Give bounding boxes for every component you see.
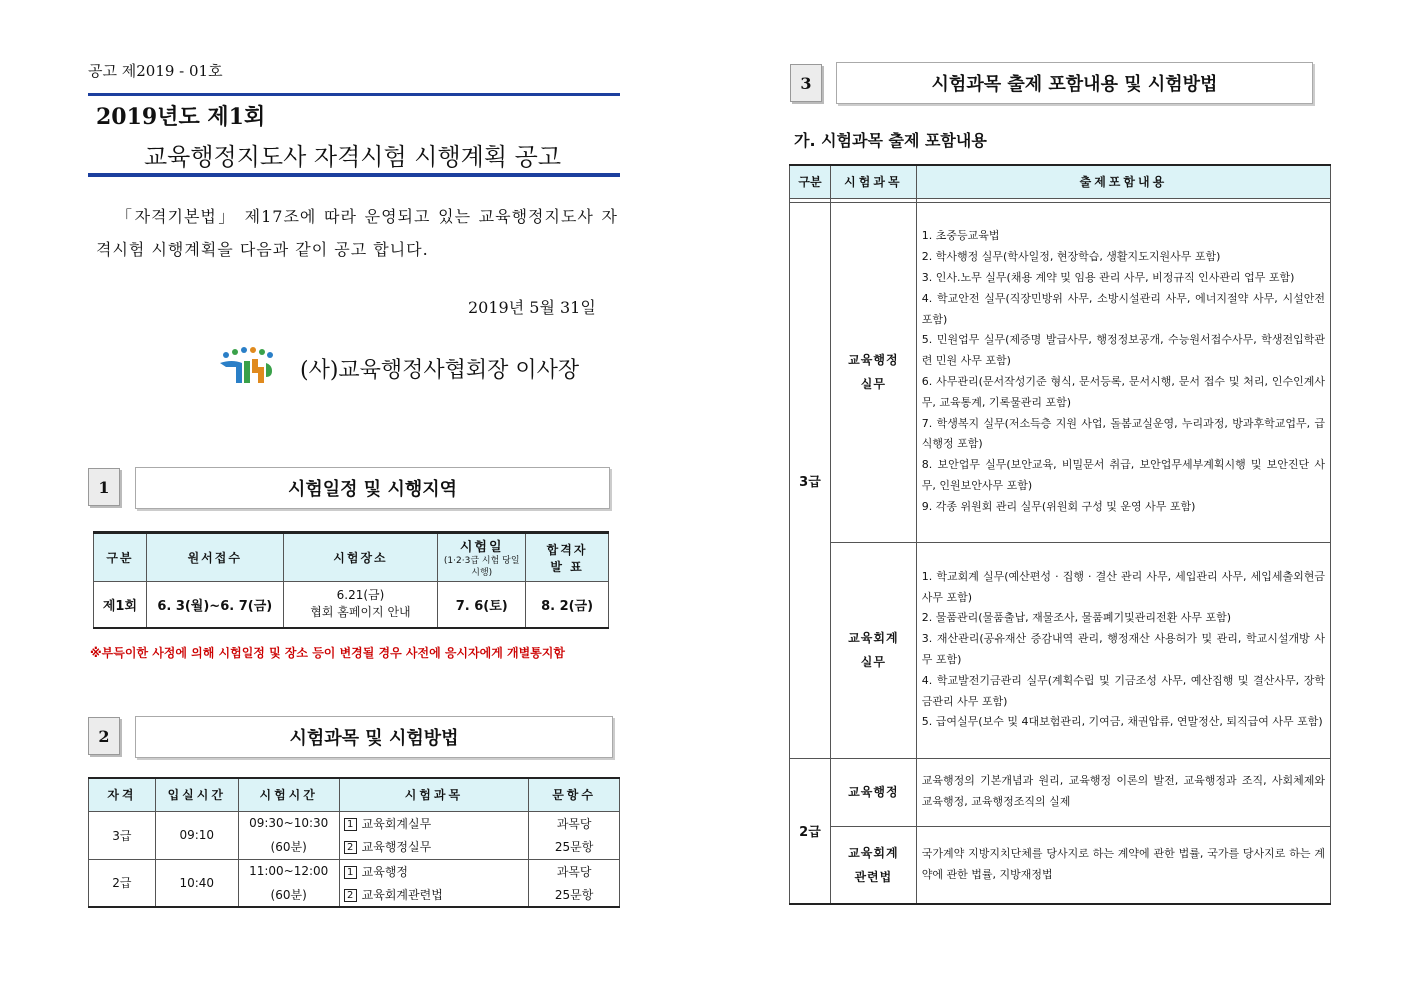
- content-item: 교육행정의 기본개념과 원리, 교육행정 이론의 발전, 교육행정과 조직, 사회체제와 교육행정, 교육행정조직의 실제: [921, 774, 1325, 808]
- content-item: 3. 재산관리(공유재산 증감내역 관리, 행정재산 사용허가 및 관리, 학교시설개방 사무 포함): [921, 632, 1325, 666]
- result-label-1: 합격자: [546, 542, 588, 557]
- content-item: 5. 민원업무 실무(제증명 발급사무, 행정정보공개, 수능원서접수사무, 학생전입학관련 민원 사무 포함): [921, 333, 1325, 368]
- items-cell: [916, 758, 1330, 826]
- questions-cell: 25문항: [529, 883, 620, 907]
- intro-paragraph: 「자격기본법」 제17조에 따라 운영되고 있는 교육행정지도사 자격시험 시행계획을 다음과 같이 공고 합니다.: [96, 207, 618, 259]
- venue-date: 6.21(금): [336, 588, 385, 603]
- grade-cell: 3급: [89, 811, 156, 859]
- number-box: 1: [344, 818, 357, 831]
- table-row: [89, 859, 620, 883]
- area-cell: [830, 202, 916, 542]
- subject-name: 교육행정실무: [361, 840, 432, 855]
- subjects-table: [88, 777, 620, 908]
- organization-name: (사)교육행정사협회장 이사장: [300, 358, 580, 383]
- area-label-1: 교육회계: [848, 845, 899, 860]
- notice-number: 공고 제2019 - 01호: [88, 62, 223, 80]
- schedule-header-row: [94, 533, 609, 582]
- table-row: [790, 826, 1331, 904]
- subjects-header-row: [89, 778, 620, 811]
- round-cell: 제1회: [94, 582, 147, 628]
- content-item: 5. 급여실무(보수 및 4대보험관리, 기여금, 채권압류, 연말정산, 퇴직급여 사무 포함): [921, 715, 1323, 729]
- content-header-row: [790, 165, 1331, 198]
- venue-cell: [283, 582, 438, 628]
- section-1-number: 1: [88, 468, 120, 506]
- grade-cell: 3급: [790, 202, 831, 758]
- col-header-result: [526, 533, 609, 582]
- col-header-questions: 문항수: [529, 778, 620, 811]
- area-label-2: 실무: [860, 377, 886, 391]
- publish-date: 2019년 5월 31일: [468, 298, 596, 317]
- section-3-number: 3: [790, 64, 822, 102]
- area-label-2: 관련법: [854, 869, 893, 884]
- content-item: 2. 물품관리(물품출납, 재물조사, 물품폐기및관리전환 사무 포함): [921, 611, 1231, 625]
- content-item: 9. 각종 위원회 관리 실무(위원회 구성 및 운영 사무 포함): [921, 499, 1196, 513]
- subject-cell: [339, 883, 529, 907]
- number-box: 2: [344, 841, 357, 854]
- exam-day-note: (1·2·3급 시험 당일 시행): [443, 556, 520, 578]
- col-header-content: 출제포함내용: [916, 165, 1330, 198]
- table-row: [790, 202, 1331, 542]
- schedule-note: ※부득이한 사정에 의해 시험일정 및 장소 등이 변경될 경우 사전에 응시자에게 개별통지함: [90, 646, 565, 660]
- content-subtitle: 가. 시험과목 출제 포함내용: [794, 131, 987, 150]
- subject-name: 교육회계관련법: [361, 888, 443, 902]
- duration-cell: (60분): [238, 835, 339, 859]
- content-item: 4. 학교발전기금관리 실무(계획수립 및 기금조성 사무, 예산집행 및 결산사무, 장학금관리 사무 포함): [921, 673, 1325, 708]
- apply-cell: 6. 3(월)~6. 7(금): [146, 582, 283, 628]
- area-label-1: 교육회계: [848, 631, 899, 645]
- table-row: [790, 542, 1331, 758]
- items-cell: [916, 542, 1330, 758]
- content-item: 1. 학교회계 실무(예산편성 · 집행 · 결산 관리 사무, 세입관리 사무, 세입세출외현금 사무 포함): [921, 569, 1325, 604]
- title-bottom-rule: [88, 173, 620, 177]
- col-header-apply: 원서접수: [146, 533, 283, 582]
- subject-cell: [339, 859, 529, 883]
- questions-cell: 과목당: [529, 859, 620, 883]
- time-cell: 09:30~10:30: [238, 811, 339, 835]
- section-2-number: 2: [88, 717, 120, 755]
- section-2-title: 시험과목 및 시험방법: [135, 716, 613, 758]
- exam-day-cell: 7. 6(토): [438, 582, 526, 628]
- content-item: 1. 초중등교육법: [921, 229, 1000, 243]
- content-item: 3. 인사.노무 실무(채용 계약 및 임용 관리 사무, 비정규직 인사관리 업무 포함): [921, 271, 1295, 285]
- col-header-subject: 시험과목: [830, 165, 916, 198]
- section-3-title: 시험과목 출제 포함내용 및 시험방법: [836, 62, 1313, 104]
- table-row: [89, 811, 620, 835]
- subject-name: 교육회계실무: [361, 816, 432, 831]
- table-row: [790, 758, 1331, 826]
- area-cell: [830, 542, 916, 758]
- content-item: 2. 학사행정 실무(학사일정, 현장학습, 생활지도지원사무 포함): [921, 250, 1221, 264]
- exam-day-label: 시험일: [459, 540, 504, 555]
- area-label-2: 실무: [860, 655, 886, 669]
- area-cell: [830, 758, 916, 826]
- grade-cell: 2급: [89, 859, 156, 907]
- schedule-table: [93, 531, 609, 629]
- entry-cell: 10:40: [155, 859, 238, 907]
- result-cell: 8. 2(금): [526, 582, 609, 628]
- items-cell: [916, 826, 1330, 904]
- venue-text: 협회 홈페이지 안내: [310, 605, 411, 620]
- content-item: 4. 학교안전 실무(직장민방위 사무, 소방시설관리 사무, 에너지절약 사무, 시설안전 포함): [921, 291, 1325, 326]
- title-line-2: 교육행정지도사 자격시험 시행계획 공고: [144, 143, 562, 171]
- result-label-2: 발 표: [550, 559, 584, 574]
- duration-cell: (60분): [238, 883, 339, 907]
- number-box: 2: [344, 889, 357, 902]
- content-table: [789, 164, 1331, 905]
- content-item: 8. 보안업무 실무(보안교육, 비밀문서 취급, 보안업무세부계획시행 및 보안진단 사무, 인원보안사무 포함): [921, 458, 1325, 492]
- area-label-1: 교육행정: [848, 785, 899, 799]
- title-top-rule: [88, 93, 620, 96]
- questions-cell: 25문항: [529, 835, 620, 859]
- items-cell: [916, 202, 1330, 542]
- col-header-div: 구분: [790, 165, 831, 198]
- subject-cell: [339, 811, 529, 835]
- area-cell: [830, 826, 916, 904]
- questions-cell: 과목당: [529, 811, 620, 835]
- subject-name: 교육행정: [361, 864, 409, 879]
- col-header-div: 구분: [94, 533, 147, 582]
- grade-cell: 2급: [790, 758, 831, 904]
- schedule-row: [94, 582, 609, 628]
- col-header-venue: 시험장소: [283, 533, 438, 582]
- subject-cell: [339, 835, 529, 859]
- area-label-1: 교육행정: [848, 353, 899, 367]
- content-item: 국가계약 지방지치단체를 당사지로 하는 계약에 관한 법률, 국가를 당사지로 하는 계약에 관한 법률, 지방재정법: [921, 846, 1325, 881]
- col-header-grade: 자격: [89, 778, 156, 811]
- section-1-title: 시험일정 및 시행지역: [135, 467, 610, 509]
- col-header-exam-day: [438, 533, 526, 582]
- col-header-subject: 시험과목: [339, 778, 529, 811]
- time-cell: 11:00~12:00: [238, 859, 339, 883]
- entry-cell: 09:10: [155, 811, 238, 859]
- title-line-1: 2019년도 제1회: [96, 104, 266, 130]
- number-box: 1: [344, 866, 357, 879]
- content-item: 7. 학생복지 실무(저소득층 지원 사업, 돌봄교실운영, 누리과정, 방과후학교업무, 급식행정 포함): [921, 416, 1325, 451]
- content-item: 6. 사무관리(문서작성기준 형식, 문서등록, 문서시행, 문서 접수 및 처리, 인수인계사무, 교육통계, 기록물관리 포함): [921, 375, 1325, 409]
- col-header-entry: 입실시간: [155, 778, 238, 811]
- col-header-time: 시험시간: [238, 778, 339, 811]
- organization-logo-icon: [218, 345, 274, 385]
